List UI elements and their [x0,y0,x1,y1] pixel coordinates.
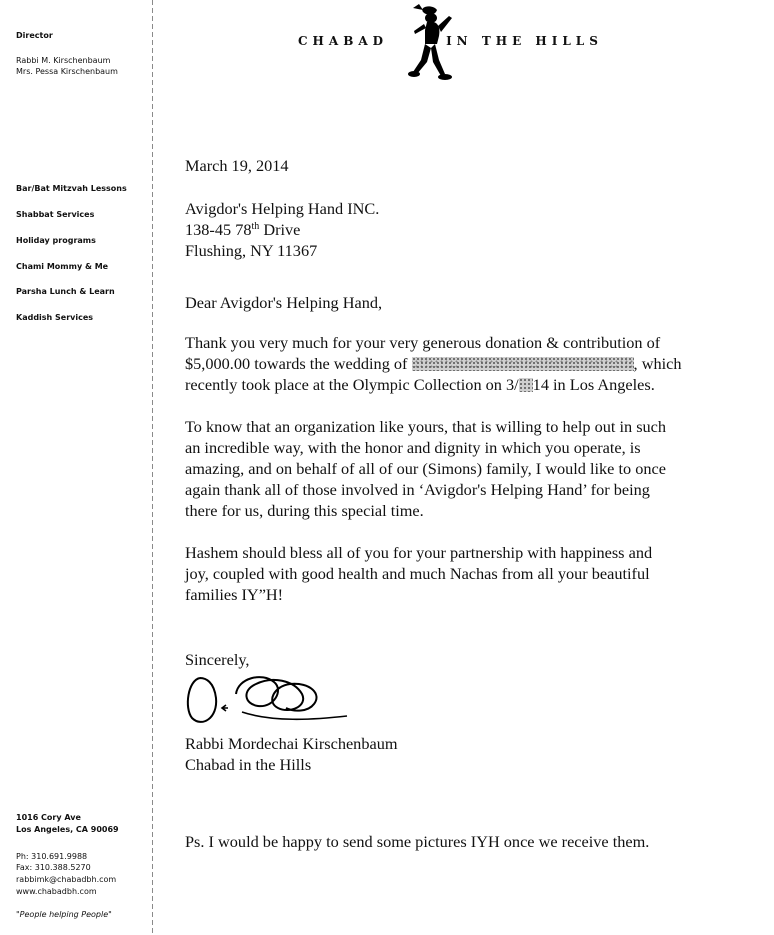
website: www.chabadbh.com [16,887,97,896]
program-item: Kaddish Services [16,313,94,322]
address-line: 1016 Cory Ave [16,813,81,822]
signer-name: Rabbi Mordechai Kirschenbaum [185,734,398,753]
recipient-name: Avigdor's Helping Hand INC. [185,199,380,218]
paragraph-line: To know that an organization like yours, that is willing to help out in such [185,417,667,436]
letterhead-title-right: IN THE HILLS [446,34,603,48]
paragraph-line: joy, coupled with good health and much Nachas from all your beautiful [185,564,650,583]
paragraph-line [185,353,745,374]
signature [182,668,352,730]
paragraph-line: again thank all of those involved in ‘Avigdor's Helping Hand’ for being [185,480,650,499]
paragraph-line: there for us, during this special time. [185,501,424,520]
paragraph-line: families IY”H! [185,585,284,604]
letterhead-sidebar [0,0,152,935]
closing: Sincerely, [185,650,250,669]
paragraph-line: amazing, and on behalf of all of our (Simons) family, I would like to once [185,459,666,478]
program-item: Shabbat Services [16,210,95,219]
postscript: Ps. I would be happy to send some pictures IYH once we receive them. [185,832,650,851]
letterhead-title-left: CHABAD [298,34,389,48]
signer-organization: Chabad in the Hills [185,755,312,774]
letter-date: March 19, 2014 [185,156,289,175]
street-number: 138-45 78 [185,220,252,239]
program-item: Bar/Bat Mitzvah Lessons [16,184,127,193]
paragraph-line [185,374,745,395]
sidebar-divider [152,0,153,935]
program-item: Holiday programs [16,236,96,245]
text-span: $5,000.00 towards the wedding of [185,354,412,373]
dancing-figure-icon [405,2,457,84]
paragraph-line: an incredible way, with the honor and dignity in which you operate, is [185,438,641,457]
email-address: rabbimk@chabadbh.com [16,875,117,884]
street-name: Drive [259,220,301,239]
salutation: Dear Avigdor's Helping Hand, [185,293,383,312]
program-item: Chami Mommy & Me [16,262,109,271]
address-line: Los Angeles, CA 90069 [16,825,119,834]
paragraph-line: Thank you very much for your very generous donation & contribution of [185,333,661,352]
redacted-name [412,357,634,371]
text-span: , which [633,354,682,373]
tagline: "People helping People" [16,910,112,919]
recipient-city: Flushing, NY 11367 [185,241,318,260]
paragraph-line: Hashem should bless all of you for your partnership with happiness and [185,543,653,562]
street-suffix: th [251,221,260,232]
text-span: recently took place at the Olympic Collection on 3/ [185,375,519,394]
director-heading: Director [16,31,53,40]
fax-number: Fax: 310.388.5270 [16,863,91,872]
recipient-street [185,219,745,240]
text-span: 14 in Los Angeles. [532,375,655,394]
program-item: Parsha Lunch & Learn [16,287,115,296]
phone-number: Ph: 310.691.9988 [16,852,88,861]
director-name: Rabbi M. Kirschenbaum [16,56,111,65]
redacted-date [519,378,533,392]
director-name: Mrs. Pessa Kirschenbaum [16,67,118,76]
